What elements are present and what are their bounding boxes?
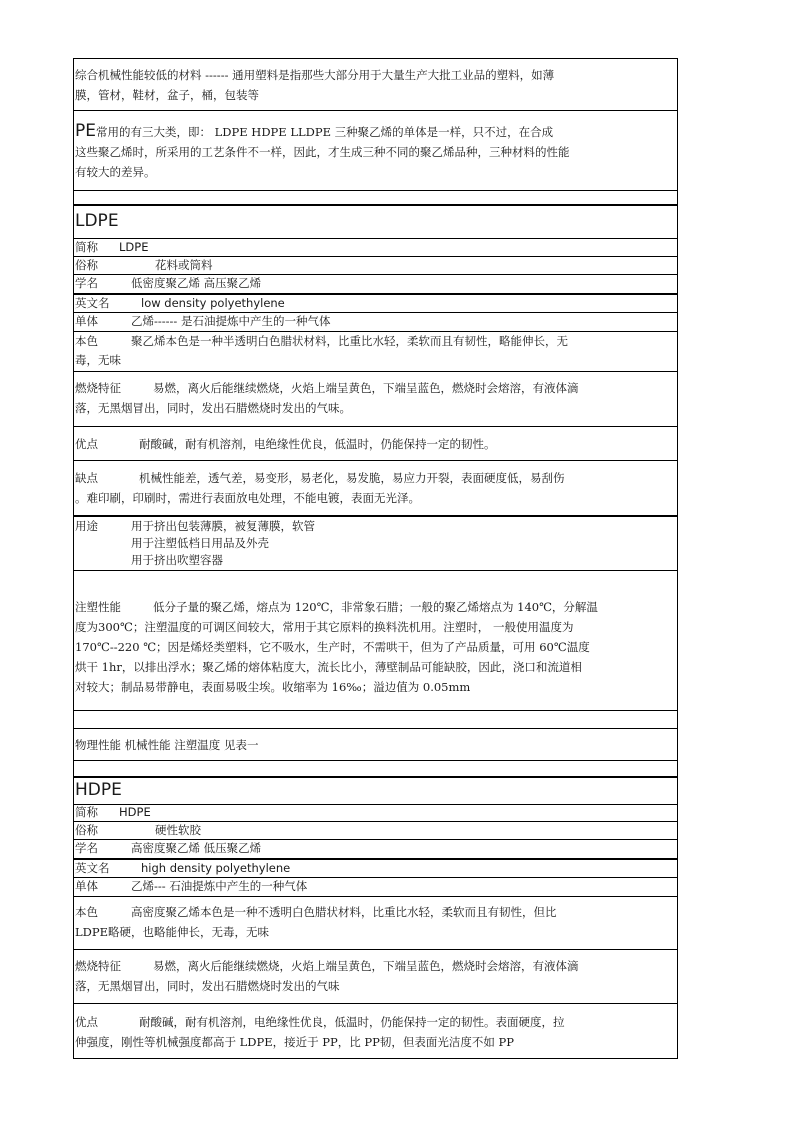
ldpe-color-line-2: 毒，无味 [75, 353, 121, 367]
pe-cell [74, 110, 677, 190]
ldpe-abbr-label: 简称 [75, 240, 98, 254]
ldpe-burn-label: 燃烧特征 [75, 381, 121, 395]
ldpe-burn-row [74, 371, 677, 426]
hdpe-heading: HDPE [75, 780, 122, 800]
ldpe-cons-label: 缺点 [75, 471, 98, 485]
hdpe-heading-cell [74, 776, 677, 804]
ldpe-sci-value: 低密度聚乙烯 高压聚乙烯 [131, 276, 262, 290]
ldpe-color-line-1: 聚乙烯本色是一种半透明白色腊状材料，比重比水轻，柔软而且有韧性，略能伸长，无 [131, 334, 568, 348]
ldpe-alias-row [74, 256, 677, 274]
ldpe-monomer-label: 单体 [75, 314, 98, 328]
hdpe-color-line-2: LDPE略硬，也略能伸长，无毒，无味 [75, 925, 269, 939]
hdpe-alias-value: 硬性软胶 [155, 823, 201, 837]
hdpe-monomer-label: 单体 [75, 879, 98, 893]
spacer-row [74, 190, 677, 204]
hdpe-pros-line-2: 伸强度，刚性等机械强度都高于 LDPE，接近于 PP，比 PP韧，但表面光洁度不如 PP [75, 1035, 515, 1049]
ldpe-use-2: 用于注塑低档日用品及外壳 [131, 536, 269, 550]
hdpe-burn-line-1: 易燃，离火后能继续燃烧，火焰上端呈黄色，下端呈蓝色，燃烧时会熔溶，有液体滴 [153, 959, 579, 973]
pe-line-1: 常用的有三大类，即： LDPE HDPE LLDPE 三种聚乙烯的单体是一样，只不过，在合成 [96, 125, 554, 139]
ldpe-heading-cell [74, 204, 677, 238]
ldpe-phys-line: 物理性能 机械性能 注塑温度 见表一 [75, 738, 259, 752]
ldpe-cons-line-2: 。难印刷，印刷时，需进行表面放电处理，不能电镀，表面无光泽。 [75, 491, 420, 505]
ldpe-abbr-value: LDPE [119, 240, 149, 254]
hdpe-monomer-row [74, 877, 677, 896]
ldpe-en-row [74, 293, 677, 312]
hdpe-sci-label: 学名 [75, 841, 98, 855]
ldpe-abbr-row [74, 238, 677, 256]
intro-line-1: 综合机械性能较低的材料 ------ 通用塑料是指那些大部分用于大量生产大批工业品的塑料，如薄 [75, 68, 555, 82]
ldpe-heading: LDPE [75, 211, 119, 231]
hdpe-pros-label: 优点 [75, 1015, 98, 1029]
hdpe-abbr-row [74, 804, 677, 821]
pe-line-2: 这些聚乙烯时，所采用的工艺条件不一样，因此，才生成三种不同的聚乙烯品种，三种材料的性能 [75, 145, 570, 159]
ldpe-sci-row [74, 274, 677, 293]
ldpe-pros-label: 优点 [75, 437, 98, 451]
ldpe-sci-label: 学名 [75, 276, 98, 290]
ldpe-en-label: 英文名 [75, 296, 110, 310]
hdpe-alias-label: 俗称 [75, 823, 98, 837]
hdpe-color-line-1: 高密度聚乙烯本色是一种不透明白色腊状材料，比重比水轻，柔软而且有韧性，但比 [131, 905, 557, 919]
ldpe-alias-value: 花料或筒料 [155, 258, 213, 272]
ldpe-molding-line-4: 烘干 1hr，以排出浮水；聚乙烯的熔体粘度大，流长比小，薄壁制品可能缺胶，因此，浇口和流道相 [75, 660, 582, 674]
document-table [73, 58, 678, 1059]
ldpe-en-value: low density polyethylene [141, 296, 285, 310]
pe-line-3: 有较大的差异。 [75, 165, 156, 179]
intro-cell [74, 58, 677, 110]
ldpe-burn-line-1: 易燃，离火后能继续燃烧，火焰上端呈黄色，下端呈蓝色，燃烧时会熔溶，有液体滴 [153, 381, 579, 395]
hdpe-burn-label: 燃烧特征 [75, 959, 121, 973]
ldpe-cons-line-1: 机械性能差，透气差，易变形，易老化，易发脆，易应力开裂，表面硬度低，易刮伤 [139, 471, 565, 485]
pe-big-label: PE [75, 121, 96, 141]
ldpe-use-3: 用于挤出吹塑容器 [131, 553, 223, 567]
ldpe-molding-line-3: 170℃--220 ℃；因是烯烃类塑料，它不吸水，生产时，不需哄干，但为了产品质量，可用 60℃温度 [75, 640, 590, 654]
hdpe-en-label: 英文名 [75, 861, 110, 875]
ldpe-molding-row [74, 570, 677, 710]
ldpe-uses-row [74, 515, 677, 570]
ldpe-pros-value: 耐酸碱，耐有机溶剂，电绝缘性优良，低温时，仍能保持一定的韧性。 [139, 437, 496, 451]
hdpe-color-row [74, 896, 677, 949]
ldpe-phys-row [74, 728, 677, 760]
ldpe-molding-line-1: 低分子量的聚乙烯，熔点为 120℃，非常象石腊；一般的聚乙烯熔点为 140℃，分解温 [153, 600, 598, 614]
ldpe-monomer-value: 乙烯------ 是石油提炼中产生的一种气体 [131, 314, 331, 328]
intro-line-2: 膜，管材，鞋材，盆子，桶，包装等 [75, 88, 259, 102]
ldpe-cons-row [74, 460, 677, 515]
ldpe-pros-row [74, 426, 677, 460]
hdpe-en-value: high density polyethylene [141, 861, 291, 875]
hdpe-burn-line-2: 落，无黑烟冒出，同时，发出石腊燃烧时发出的气味 [75, 979, 340, 993]
ldpe-uses-label: 用途 [75, 519, 98, 533]
hdpe-abbr-value: HDPE [119, 805, 151, 819]
ldpe-alias-label: 俗称 [75, 258, 98, 272]
hdpe-en-row [74, 858, 677, 877]
ldpe-burn-line-2: 落，无黑烟冒出，同时，发出石腊燃烧时发出的气味。 [75, 401, 351, 415]
hdpe-pros-row [74, 1003, 677, 1059]
spacer-row [74, 760, 677, 776]
hdpe-abbr-label: 简称 [75, 805, 98, 819]
hdpe-color-label: 本色 [75, 905, 98, 919]
ldpe-use-1: 用于挤出包装薄膜，被复薄膜，软管 [131, 519, 315, 533]
ldpe-color-row [74, 331, 677, 371]
ldpe-color-label: 本色 [75, 334, 98, 348]
ldpe-monomer-row [74, 312, 677, 331]
ldpe-molding-label: 注塑性能 [75, 600, 121, 614]
ldpe-molding-line-2: 度为300℃；注塑温度的可调区间较大，常用于其它原料的换料洗机用。注塑时， 一般使用温度为 [75, 620, 574, 634]
hdpe-sci-row [74, 839, 677, 858]
hdpe-burn-row [74, 949, 677, 1003]
hdpe-sci-value: 高密度聚乙烯 低压聚乙烯 [131, 841, 262, 855]
spacer-row [74, 710, 677, 728]
ldpe-molding-line-5: 对较大；制品易带静电，表面易吸尘埃。收缩率为 16‰；溢边值为 0.05mm [75, 680, 471, 694]
hdpe-pros-line-1: 耐酸碱，耐有机溶剂，电绝缘性优良，低温时，仍能保持一定的韧性。表面硬度，拉 [139, 1015, 565, 1029]
hdpe-monomer-value: 乙烯--- 石油提炼中产生的一种气体 [131, 879, 308, 893]
hdpe-alias-row [74, 821, 677, 839]
